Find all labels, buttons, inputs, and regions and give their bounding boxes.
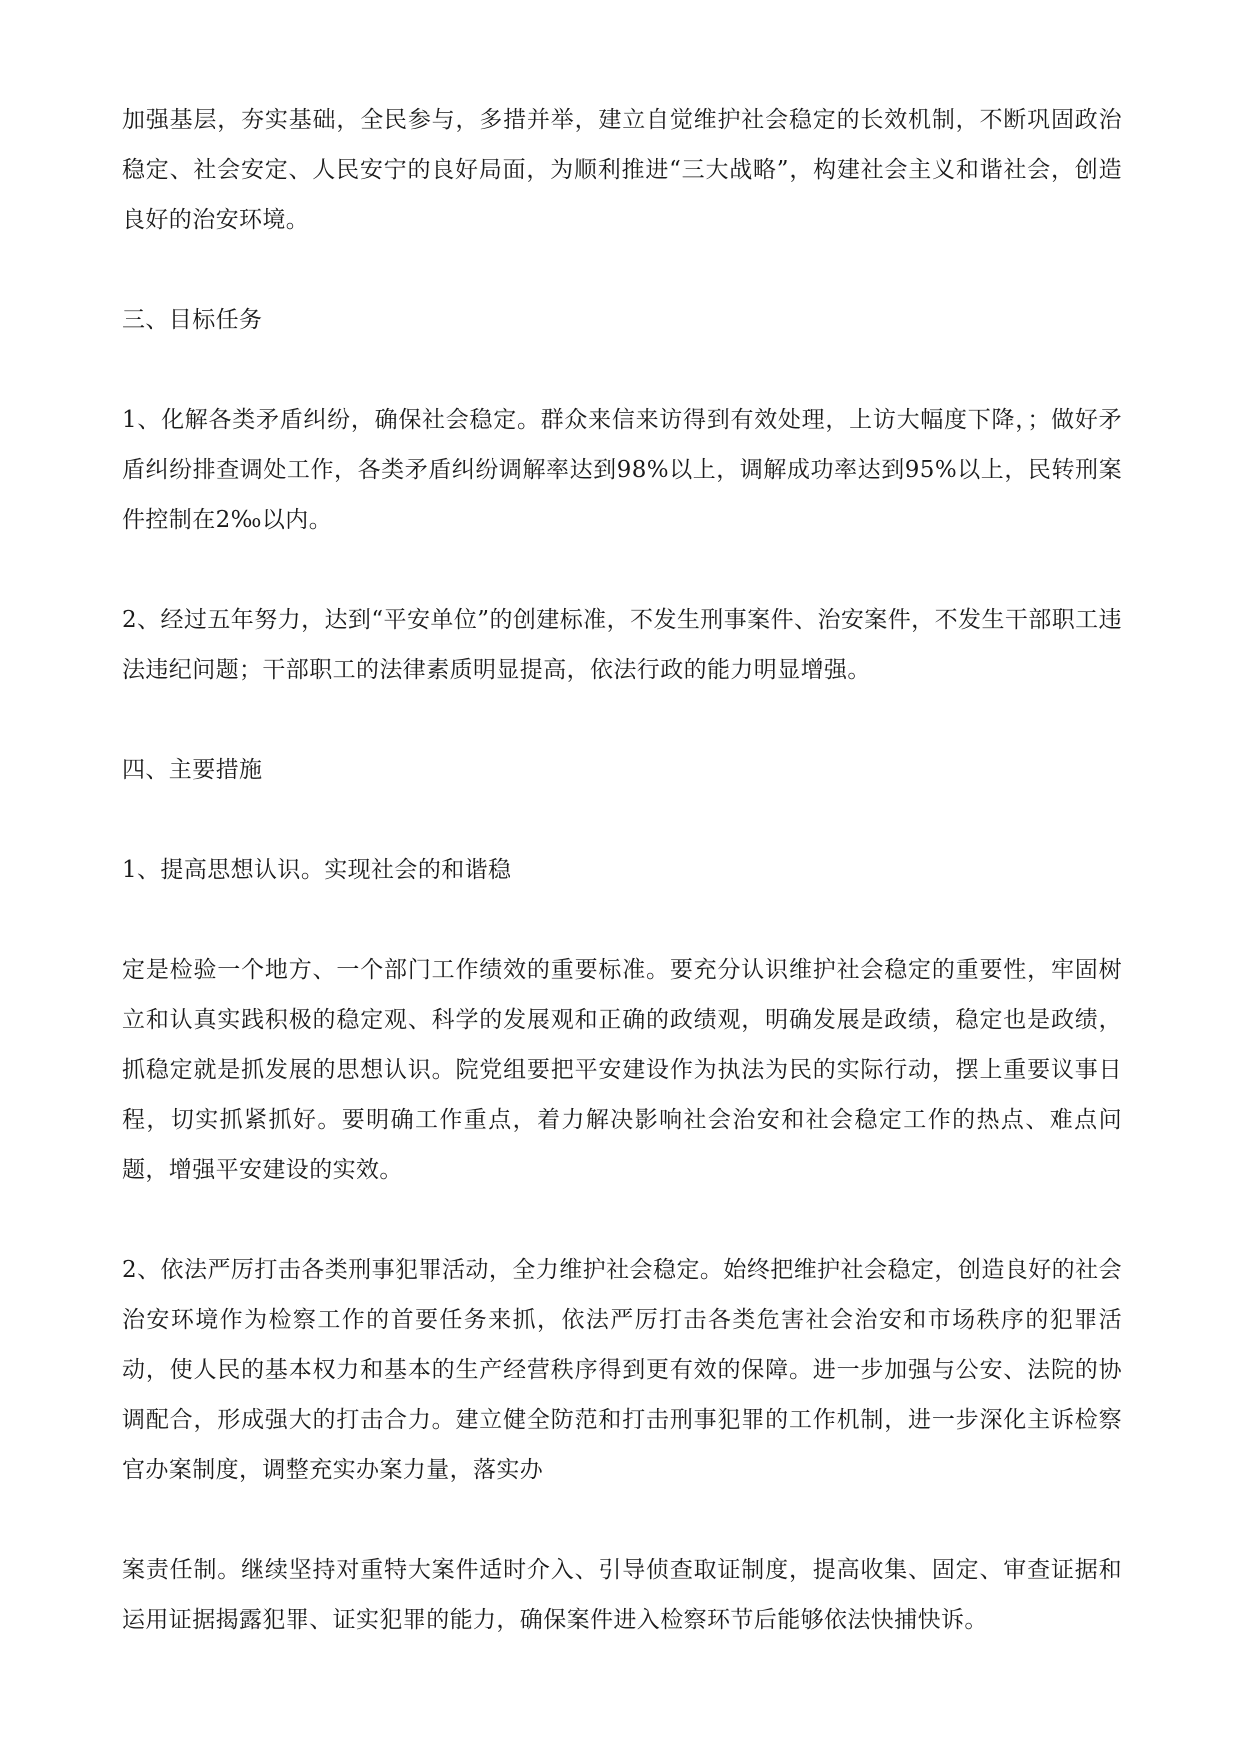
section-heading-measures: 四、主要措施 xyxy=(122,757,263,783)
paragraph-intro: 加强基层，夯实基础，全民参与，多措并举，建立自觉维护社会稳定的长效机制，不断巩固政治稳定、社会安定、人民安宁的良好局面，为顺利推进“三大战略”，构建社会主义和谐社会，创造良好的治安环境。 xyxy=(122,107,1122,233)
document-body xyxy=(122,95,1122,1645)
paragraph-measure-1-title: 1、提高思想认识。实现社会的和谐稳 xyxy=(122,857,512,883)
paragraph-measure-2-continued: 案责任制。继续坚持对重特大案件适时介入、引导侦查取证制度，提高收集、固定、审查证据和运用证据揭露犯罪、证实犯罪的能力，确保案件进入检察环节后能够依法快捕快诉。 xyxy=(122,1557,1122,1633)
paragraph-measure-1-body: 定是检验一个地方、一个部门工作绩效的重要标准。要充分认识维护社会稳定的重要性，牢固树立和认真实践积极的稳定观、科学的发展观和正确的政绩观，明确发展是政绩，稳定也是政绩，抓稳定就是抓发展的思想认识。院党组要把平安建设作为执法为民的实际行动，摆上重要议事日程，切实抓紧抓好。要明确工作重点，着力解决影响社会治安和社会稳定工作的热点、难点问题，增强平安建设的实效。 xyxy=(122,957,1122,1183)
section-heading-goals: 三、目标任务 xyxy=(122,307,263,333)
paragraph-goal-1: 1、化解各类矛盾纠纷，确保社会稳定。群众来信来访得到有效处理，上访大幅度下降，；做好矛盾纠纷排查调处工作，各类矛盾纠纷调解率达到98%以上，调解成功率达到95%以上，民转刑案件控制在2‰以内。 xyxy=(122,407,1122,533)
paragraph-measure-2: 2、依法严厉打击各类刑事犯罪活动，全力维护社会稳定。始终把维护社会稳定，创造良好的社会治安环境作为检察工作的首要任务来抓，依法严厉打击各类危害社会治安和市场秩序的犯罪活动，使人民的基本权力和基本的生产经营秩序得到更有效的保障。进一步加强与公安、法院的协调配合，形成强大的打击合力。建立健全防范和打击刑事犯罪的工作机制，进一步深化主诉检察官办案制度，调整充实办案力量，落实办 xyxy=(122,1257,1122,1483)
paragraph-goal-2: 2、经过五年努力，达到“平安单位”的创建标准，不发生刑事案件、治安案件，不发生干部职工违法违纪问题；干部职工的法律素质明显提高，依法行政的能力明显增强。 xyxy=(122,607,1122,683)
